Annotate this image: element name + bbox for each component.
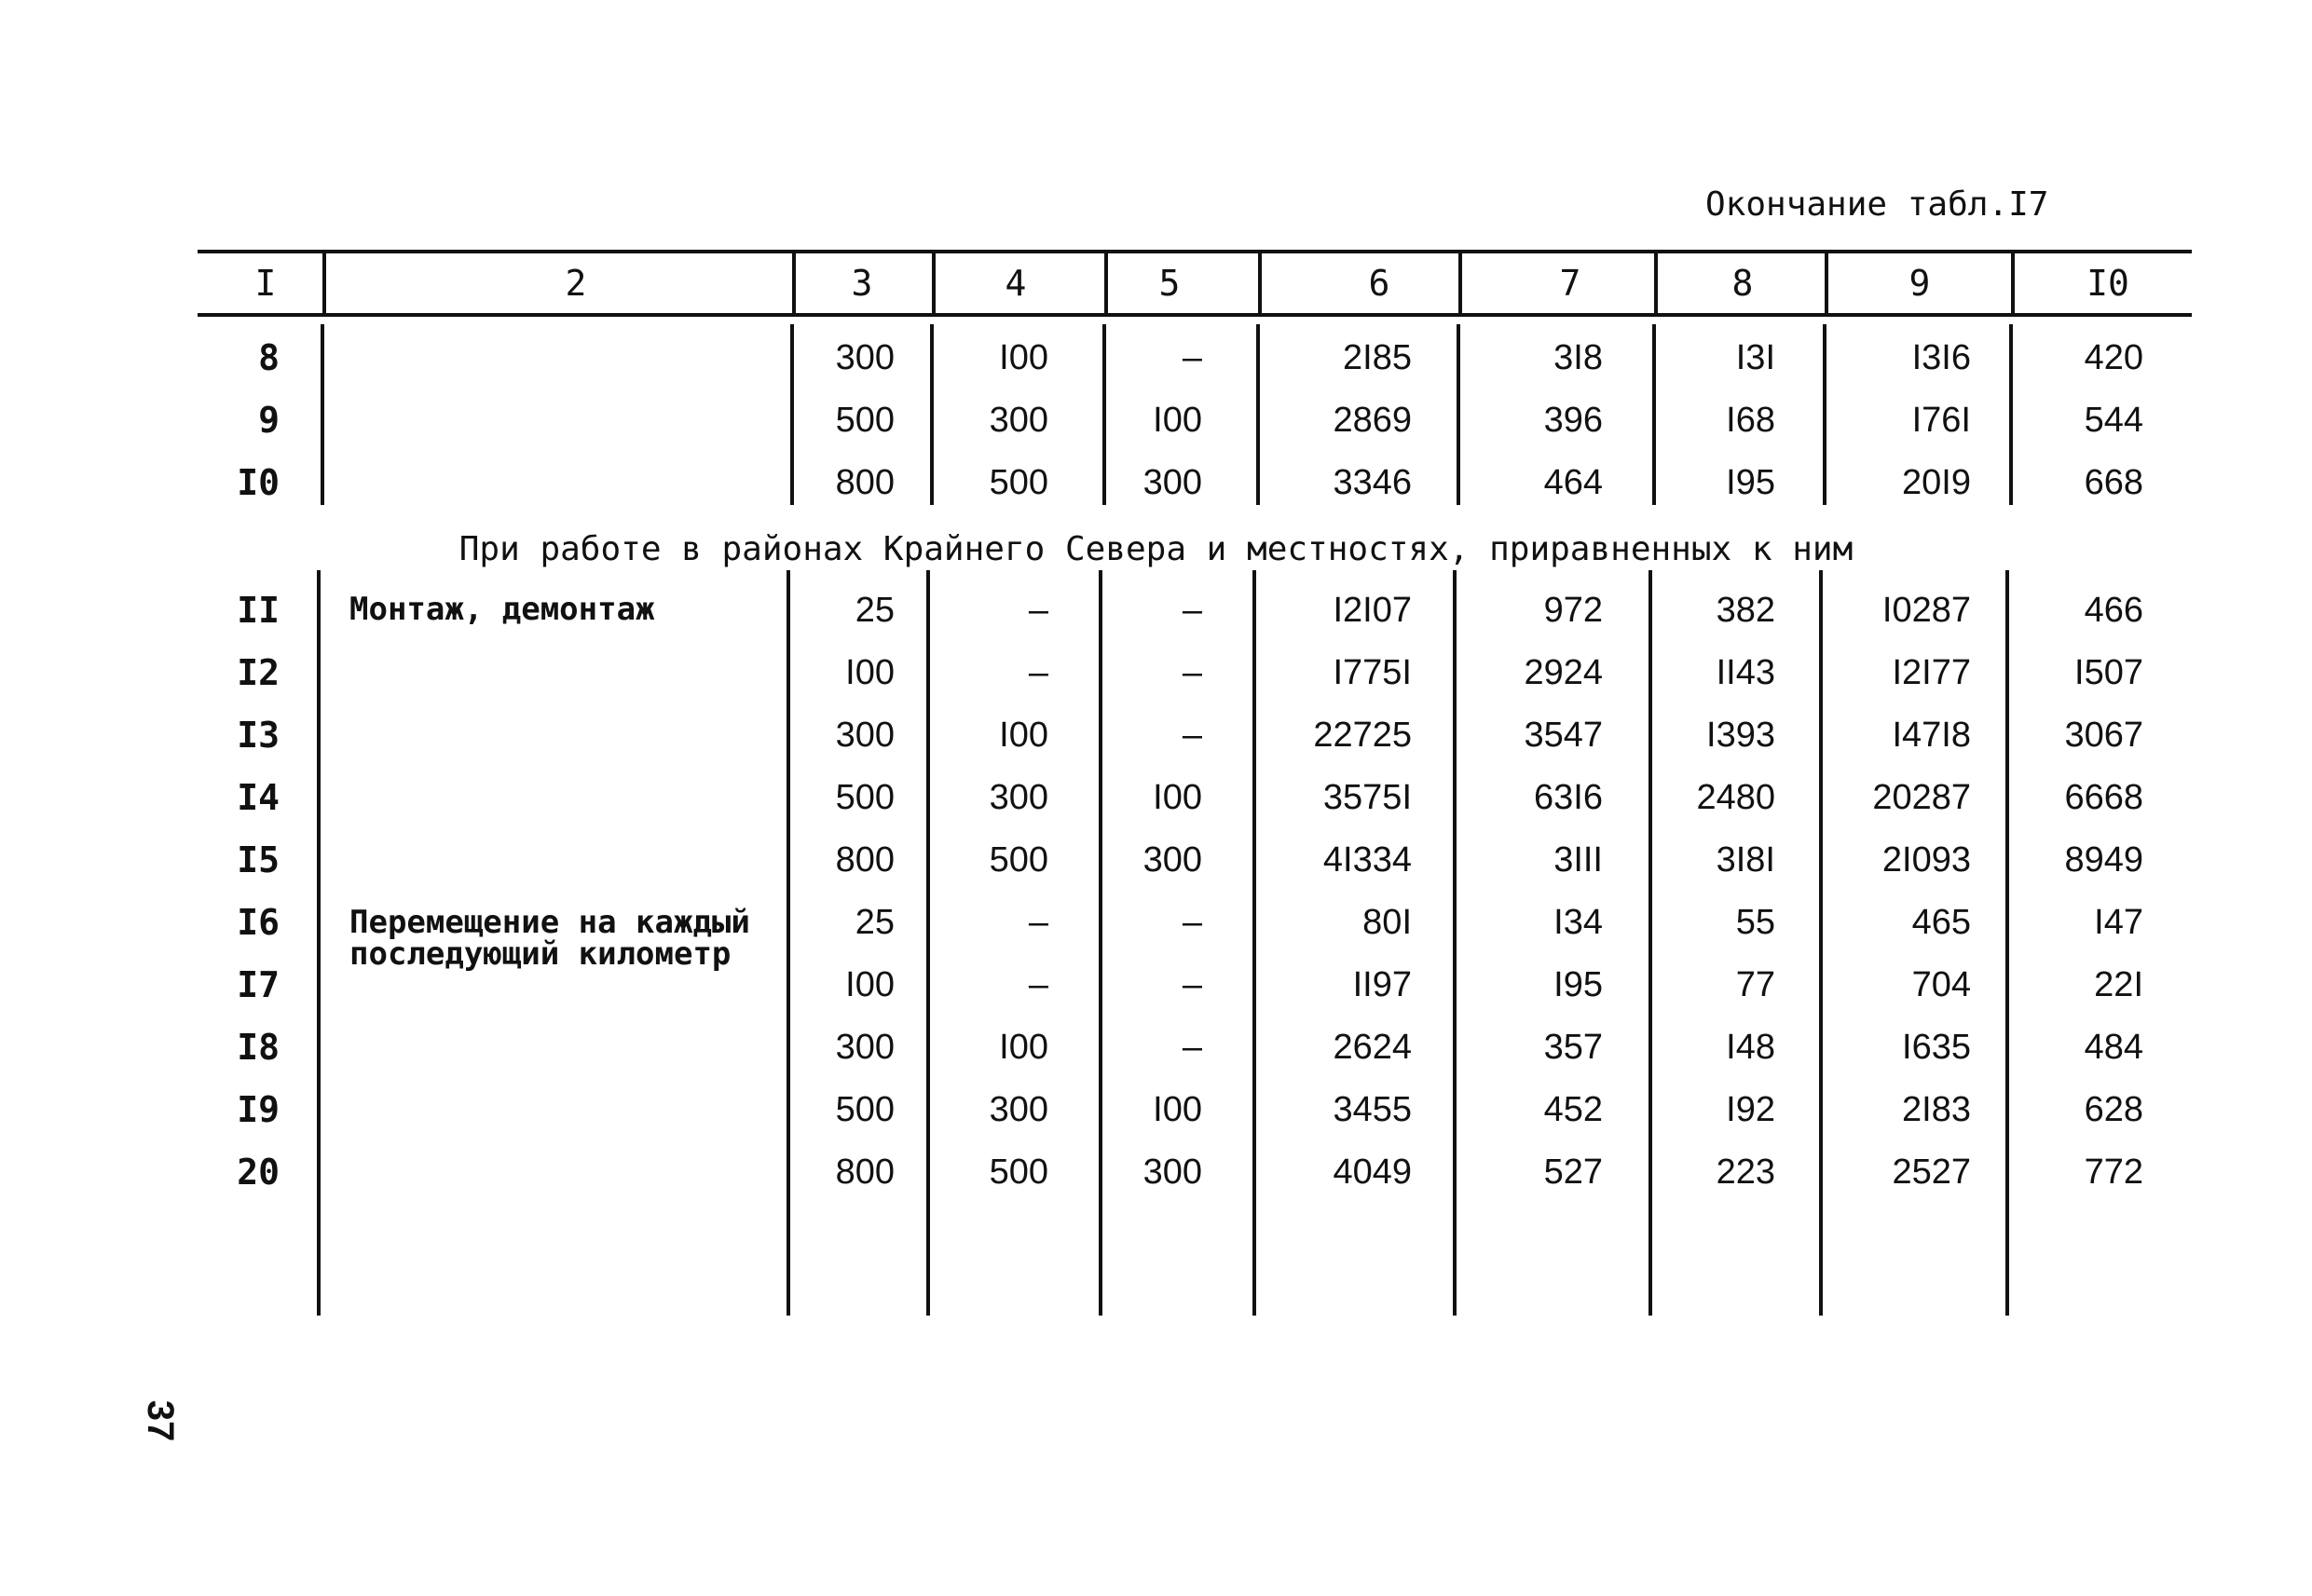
column-divider-header xyxy=(1654,252,1658,315)
column-divider-header xyxy=(1825,252,1828,315)
table-cell: I00 xyxy=(999,338,1048,377)
column-divider-top xyxy=(1256,324,1260,505)
table-cell: 25 xyxy=(855,903,895,942)
table-cell: 668 xyxy=(2084,463,2143,502)
table-cell: I95 xyxy=(1726,463,1775,502)
table-cell: II97 xyxy=(1352,965,1412,1004)
table-cell: I00 xyxy=(1153,1090,1202,1129)
column-divider-header xyxy=(322,252,326,315)
page-number: 37 xyxy=(140,1399,181,1442)
column-divider-header xyxy=(1104,252,1108,315)
table-cell: 500 xyxy=(989,840,1048,880)
header-cell-5: 5 xyxy=(1158,263,1181,304)
table-cell: I635 xyxy=(1902,1028,1971,1067)
table-cell: 2I093 xyxy=(1881,840,1971,880)
table-cell: 2924 xyxy=(1524,653,1603,692)
table-cell: 464 xyxy=(1543,463,1603,502)
column-divider-header xyxy=(792,252,796,315)
table-cell: 300 xyxy=(989,1090,1048,1129)
table-cell: 3067 xyxy=(2064,716,2143,755)
table-cell: 3III xyxy=(1553,840,1603,880)
row-number: I6 xyxy=(237,902,280,943)
table-cell: 8949 xyxy=(2064,840,2143,880)
table-cell: I00 xyxy=(999,1028,1048,1067)
table-cell: 22I xyxy=(2094,965,2143,1004)
table-cell: I00 xyxy=(1153,401,1202,440)
table-cell: I3I xyxy=(1735,338,1775,377)
table-cell: 4I334 xyxy=(1322,840,1412,880)
table-cell: I2I07 xyxy=(1333,591,1412,630)
column-divider-header xyxy=(2011,252,2015,315)
row-number: I4 xyxy=(237,777,280,818)
table-cell: 20287 xyxy=(1872,778,1971,817)
table-cell: – xyxy=(1028,903,1048,942)
table-cell: – xyxy=(1182,338,1202,377)
table-cell: – xyxy=(1182,903,1202,942)
table-cell: – xyxy=(1028,965,1048,1004)
table-cell: I48 xyxy=(1726,1028,1775,1067)
table-cell: 77 xyxy=(1735,965,1775,1004)
table-cell: 3I8I xyxy=(1716,840,1775,880)
table-cell: 3547 xyxy=(1524,716,1603,755)
table-cell: 3346 xyxy=(1333,463,1412,502)
table-cell: 20I9 xyxy=(1902,463,1971,502)
header-cell-6: 6 xyxy=(1368,263,1390,304)
row-number: I8 xyxy=(237,1027,280,1068)
table-cell: 2I83 xyxy=(1902,1090,1971,1129)
table-cell: 300 xyxy=(1142,1153,1202,1192)
table-cell: I00 xyxy=(845,653,895,692)
table-cell: 55 xyxy=(1735,903,1775,942)
table-cell: 300 xyxy=(989,778,1048,817)
table-cell: 25 xyxy=(855,591,895,630)
table-cell: – xyxy=(1182,965,1202,1004)
table-cell: 300 xyxy=(835,1028,895,1067)
table-cell: 465 xyxy=(1911,903,1971,942)
column-divider-bottom xyxy=(1252,570,1256,1316)
table-cell: I76I xyxy=(1911,401,1971,440)
table-cell: 484 xyxy=(2084,1028,2143,1067)
table-caption: Окончание табл.I7 xyxy=(1705,185,2049,224)
table-cell: 800 xyxy=(835,1153,895,1192)
table-cell: 500 xyxy=(835,1090,895,1129)
table-cell: 500 xyxy=(835,778,895,817)
header-cell-9: 9 xyxy=(1908,263,1931,304)
table-cell: 22725 xyxy=(1313,716,1412,755)
table-cell: 2527 xyxy=(1892,1153,1971,1192)
table-cell: I92 xyxy=(1726,1090,1775,1129)
header-top-rule xyxy=(198,250,2192,253)
row-number: I7 xyxy=(237,964,280,1005)
row-number: 9 xyxy=(258,400,280,441)
table-cell: 3575I xyxy=(1322,778,1412,817)
header-cell-7: 7 xyxy=(1559,263,1581,304)
table-cell: I68 xyxy=(1726,401,1775,440)
table-cell: 800 xyxy=(835,840,895,880)
table-cell: I95 xyxy=(1553,965,1603,1004)
header-cell-1: I xyxy=(254,263,277,304)
table-cell: 4049 xyxy=(1333,1153,1412,1192)
table-cell: – xyxy=(1182,1028,1202,1067)
row-number: I5 xyxy=(237,839,280,880)
table-cell: 2624 xyxy=(1333,1028,1412,1067)
table-cell: 420 xyxy=(2084,338,2143,377)
table-cell: 2I85 xyxy=(1343,338,1412,377)
table-cell: I00 xyxy=(845,965,895,1004)
table-cell: 63I6 xyxy=(1534,778,1603,817)
table-cell: 527 xyxy=(1543,1153,1603,1192)
header-cell-3: 3 xyxy=(851,263,873,304)
table-cell: 357 xyxy=(1543,1028,1603,1067)
header-cell-8: 8 xyxy=(1731,263,1754,304)
table-cell: I00 xyxy=(999,716,1048,755)
column-divider-header xyxy=(932,252,936,315)
table-cell: 6668 xyxy=(2064,778,2143,817)
table-cell: I3I6 xyxy=(1911,338,1971,377)
table-cell: 704 xyxy=(1911,965,1971,1004)
table-cell: – xyxy=(1182,591,1202,630)
table-cell: 382 xyxy=(1716,591,1775,630)
header-cell-10: I0 xyxy=(2086,263,2129,304)
table-cell: I507 xyxy=(2074,653,2143,692)
row-description-move-line1: Перемещение на каждый xyxy=(349,904,750,941)
column-divider-header xyxy=(1458,252,1462,315)
table-cell: 800 xyxy=(835,463,895,502)
row-number: I3 xyxy=(237,715,280,756)
table-cell: 500 xyxy=(989,1153,1048,1192)
row-description-montage: Монтаж, демонтаж xyxy=(349,591,655,628)
table-cell: 628 xyxy=(2084,1090,2143,1129)
header-bottom-rule xyxy=(198,313,2192,317)
table-cell: 3I8 xyxy=(1553,338,1603,377)
table-cell: 466 xyxy=(2084,591,2143,630)
column-divider-header xyxy=(1258,252,1262,315)
table-cell: 2869 xyxy=(1333,401,1412,440)
table-cell: 80I xyxy=(1362,903,1412,942)
header-cell-2: 2 xyxy=(565,263,587,304)
table-cell: 300 xyxy=(1142,463,1202,502)
row-number: I9 xyxy=(237,1089,280,1130)
column-divider-top xyxy=(321,324,324,505)
table-cell: – xyxy=(1182,653,1202,692)
table-cell: II43 xyxy=(1716,653,1775,692)
table-cell: 300 xyxy=(835,338,895,377)
table-cell: 972 xyxy=(1543,591,1603,630)
table-cell: – xyxy=(1028,591,1048,630)
table-cell: I0287 xyxy=(1881,591,1971,630)
table-cell: I393 xyxy=(1706,716,1775,755)
table-cell: 544 xyxy=(2084,401,2143,440)
table-cell: I34 xyxy=(1553,903,1603,942)
row-number: 20 xyxy=(237,1152,280,1193)
table-cell: 300 xyxy=(989,401,1048,440)
table-cell: 3455 xyxy=(1333,1090,1412,1129)
table-cell: 300 xyxy=(1142,840,1202,880)
table-cell: I775I xyxy=(1333,653,1412,692)
table-cell: I2I77 xyxy=(1892,653,1971,692)
header-cell-4: 4 xyxy=(1005,263,1027,304)
row-number: II xyxy=(237,590,280,631)
table-cell: I00 xyxy=(1153,778,1202,817)
table-cell: 2480 xyxy=(1696,778,1775,817)
row-number: I0 xyxy=(237,462,280,503)
table-cell: I47 xyxy=(2094,903,2143,942)
table-cell: 223 xyxy=(1716,1153,1775,1192)
table-cell: – xyxy=(1182,716,1202,755)
table-cell: 452 xyxy=(1543,1090,1603,1129)
table-cell: 396 xyxy=(1543,401,1603,440)
section-title: При работе в районах Крайнего Севера и местностях, приравненных к ним xyxy=(458,530,1854,568)
table-cell: 500 xyxy=(989,463,1048,502)
table-cell: 772 xyxy=(2084,1153,2143,1192)
row-description-move-line2: последующий километр xyxy=(349,935,732,973)
table-cell: 500 xyxy=(835,401,895,440)
table-cell: – xyxy=(1028,653,1048,692)
row-number: I2 xyxy=(237,652,280,693)
table-cell: 300 xyxy=(835,716,895,755)
table-cell: I47I8 xyxy=(1892,716,1971,755)
column-divider-bottom xyxy=(317,570,321,1316)
row-number: 8 xyxy=(258,337,280,378)
